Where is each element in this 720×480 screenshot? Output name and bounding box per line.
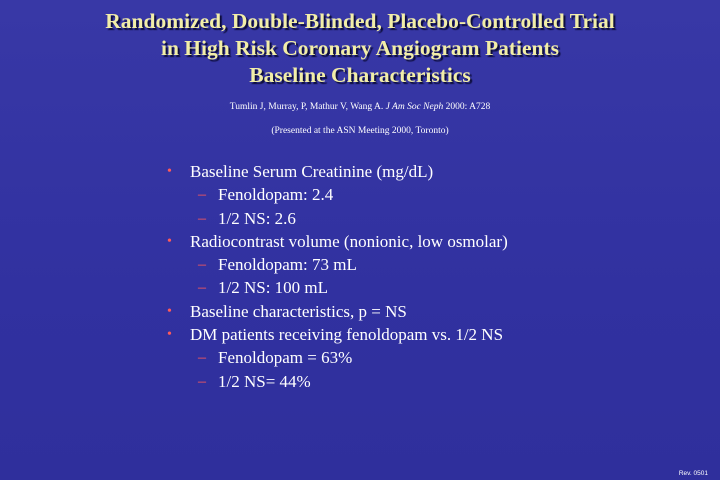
bullet-item: [166, 300, 686, 323]
bullet-item: [166, 323, 686, 346]
bullet-dot-icon: •: [167, 303, 172, 319]
title-line: in High Risk Coronary Angiogram Patients: [161, 36, 559, 60]
dash-icon: –: [198, 186, 206, 204]
sub-bullet-text: Fenoldopam: 2.4: [218, 185, 334, 205]
citation: [0, 101, 720, 114]
bullet-text: Radiocontrast volume (nonionic, low osmolar): [190, 231, 508, 251]
revision-footnote: Rev. 0501: [678, 470, 708, 477]
slide-title: [0, 8, 720, 89]
dash-icon: –: [198, 256, 206, 274]
sub-bullet-item: [166, 276, 686, 299]
citation-journal: J Am Soc Neph: [385, 102, 444, 112]
sub-bullet-item: [166, 183, 686, 206]
sub-bullet-text: 1/2 NS= 44%: [218, 371, 311, 391]
bullet-text: Baseline characteristics, p = NS: [190, 301, 407, 321]
sub-bullet-item: [166, 253, 686, 276]
sub-bullet-text: 1/2 NS: 2.6: [218, 208, 296, 228]
sub-bullet-text: 1/2 NS: 100 mL: [218, 278, 329, 298]
sub-bullet-item: [166, 346, 686, 369]
sub-bullet-text: Fenoldopam = 63%: [218, 348, 353, 368]
bullet-text: Baseline Serum Creatinine (mg/dL): [190, 162, 434, 181]
bullet-item: [166, 230, 686, 253]
bullet-item: [166, 160, 686, 183]
bullet-text: DM patients receiving fenoldopam vs. 1/2 NS: [190, 325, 504, 345]
title-line: Baseline Characteristics: [249, 63, 471, 87]
sub-bullet-item: [166, 370, 686, 393]
sub-bullet-text: Fenoldopam: 73 mL: [218, 255, 357, 275]
dash-icon: –: [198, 349, 206, 367]
bullet-dot-icon: •: [167, 164, 172, 179]
bullet-list: [166, 160, 686, 393]
dash-icon: –: [198, 372, 206, 390]
citation-details: 2000: A728: [443, 102, 491, 112]
sub-bullet-item: [166, 207, 686, 230]
bullet-dot-icon: •: [167, 327, 172, 343]
citation-authors: Tumlin J, Murray, P, Mathur V, Wang A.: [229, 102, 386, 112]
title-line: Randomized, Double-Blinded, Placebo-Controlled Trial: [105, 9, 615, 33]
bullet-dot-icon: •: [167, 233, 172, 249]
dash-icon: –: [198, 209, 206, 227]
dash-icon: –: [198, 279, 206, 297]
presented-note: (Presented at the ASN Meeting 2000, Toronto): [271, 126, 449, 136]
